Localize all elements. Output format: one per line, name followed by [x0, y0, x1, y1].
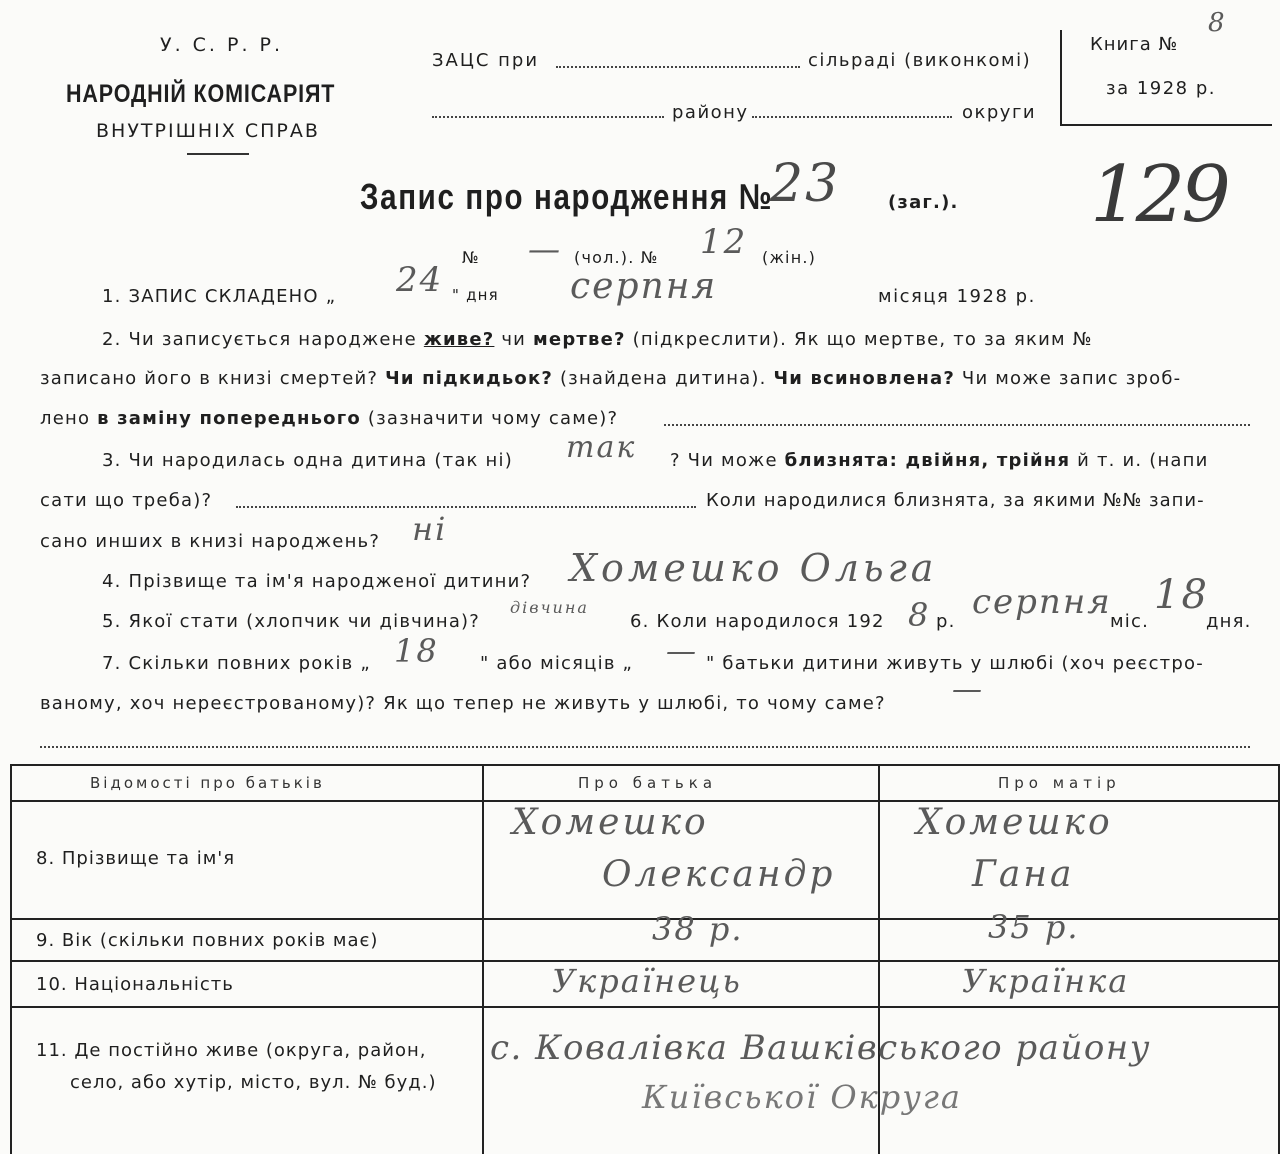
row9-father: 38 р. — [652, 910, 744, 948]
q2-line2 — [40, 368, 1181, 389]
page-title: Запис про народження № — [360, 176, 774, 217]
sub-no-label: № — [462, 248, 480, 267]
q3-text-f: сано инших в книзі народжень? — [40, 531, 381, 552]
header-divider — [187, 153, 249, 155]
table-row-divider-1 — [12, 918, 1278, 920]
q4-label: 4. Прізвище та ім'я народженої дитини? — [102, 571, 532, 592]
q2-text-a: 2. Чи записується народжене — [102, 329, 417, 350]
row11-label-2: село, або хутір, місто, вул. № буд.) — [70, 1072, 437, 1093]
q5-label: 5. Якої стати (хлопчик чи дівчина)? — [102, 611, 481, 632]
record-number: 23 — [770, 154, 841, 214]
republic-label: У. С. Р. Р. — [160, 34, 284, 56]
table-header-mother: Про матір — [998, 774, 1121, 792]
q2-line3 — [40, 408, 618, 429]
q2-dead: мертве? — [533, 329, 626, 350]
q5-answer: дівчина — [510, 598, 589, 617]
q2-text-e: (знайдена дитина). — [559, 368, 767, 389]
margin-number: 129 — [1090, 150, 1227, 240]
q7-text-b: " або місяців „ — [480, 653, 634, 674]
male-number: — — [528, 230, 562, 268]
q3-twins: близнята: двійня, трійня — [784, 450, 1071, 471]
q1-label: 1. ЗАПИС СКЛАДЕНО „ — [102, 286, 337, 307]
q2-foundling: Чи підкидьок? — [385, 368, 554, 389]
q6-day-label: дня. — [1206, 611, 1252, 632]
q2-adopted: Чи всиновлена? — [773, 368, 955, 389]
q7-line2-answer: — — [952, 672, 984, 707]
row8-mother-name: Гана — [972, 854, 1075, 895]
q6-month: серпня — [972, 582, 1112, 622]
q4-answer: Хомешко Ольга — [570, 546, 938, 590]
q2-blank — [664, 424, 1250, 426]
district-blank — [432, 116, 664, 118]
female-number: 12 — [700, 222, 748, 262]
q2-text-f: Чи може запис зроб- — [961, 368, 1182, 389]
district-label: району — [672, 102, 749, 123]
q6-year-digit: 8 — [908, 596, 931, 634]
book-number: 8 — [1208, 8, 1227, 38]
row8-father-surname: Хомешко — [512, 802, 709, 843]
book-year: за 1928 р. — [1106, 78, 1217, 99]
q1-month-suffix: місяця 1928 р. — [878, 286, 1036, 307]
q2-replacement: в заміну попереднього — [97, 408, 361, 429]
row8-father-name: Олександр — [602, 854, 836, 895]
q7-text-d: ваному, хоч нереєстрованому)? Як що тепер не живуть у шлюбі, то чому саме? — [40, 693, 886, 714]
row9-mother: 35 р. — [988, 908, 1080, 946]
q7-blank — [40, 746, 1250, 748]
row8-label: 8. Прізвище та ім'я — [36, 848, 236, 869]
q7-years: 18 — [394, 632, 439, 670]
row8-mother-surname: Хомешко — [916, 802, 1113, 843]
q3-text-b: ? Чи може — [670, 450, 778, 471]
q1-day: 24 — [396, 260, 444, 300]
male-label: (чол.). № — [574, 248, 659, 267]
q2-text-c: (підкреслити). Як що мертве, то за яким № — [632, 329, 1093, 350]
q3-blank — [236, 506, 696, 508]
village-council-label: сільраді (виконкомі) — [808, 50, 1032, 71]
q7-months: — — [666, 634, 698, 669]
q1-day-suffix: " дня — [452, 286, 499, 304]
q6-mis-label: міс. — [1110, 611, 1149, 632]
zags-prefix: ЗАЦС при — [432, 50, 540, 71]
q1-month: серпня — [570, 266, 718, 307]
row10-label: 10. Національність — [36, 974, 234, 995]
table-header-father: Про батька — [578, 774, 718, 792]
row11-address-1: с. Ковалівка Вашківського району — [490, 1028, 1151, 1068]
table-header-info: Відомості про батьків — [90, 774, 325, 792]
female-label: (жін.) — [762, 248, 817, 267]
q2-line1 — [102, 329, 1093, 350]
q2-alive: живе? — [423, 329, 495, 350]
q2-text-d: записано його в книзі смертей? — [40, 368, 379, 389]
q3-answer: так — [566, 430, 637, 465]
row10-father: Українець — [552, 962, 742, 1000]
okrug-blank — [752, 116, 952, 118]
q3-text-c: й т. и. (напи — [1077, 450, 1209, 471]
q2-text-g: лено — [40, 408, 91, 429]
row10-mother: Українка — [962, 962, 1130, 1000]
q6-r-label: р. — [936, 611, 956, 632]
row9-label: 9. Вік (скільки повних років має) — [36, 930, 379, 951]
commissariat-label: НАРОДНІЙ КОМІСАРІЯТ — [66, 80, 336, 108]
okrug-label: округи — [962, 102, 1037, 123]
q3-text-a: 3. Чи народилась одна дитина (так ні) — [102, 450, 513, 471]
q3-text-d: сати що треба)? — [40, 490, 213, 511]
q7-text-a: 7. Скільки повних років „ — [102, 653, 371, 674]
q6-day: 18 — [1154, 572, 1209, 618]
title-suffix: (заг.). — [888, 192, 959, 213]
department-label: ВНУТРІШНІХ СПРАВ — [96, 120, 320, 142]
q3-text-e: Коли народилися близнята, за якими №№ запи- — [706, 490, 1205, 511]
table-row-divider-3 — [12, 1006, 1278, 1008]
q3-line1-rest — [670, 450, 1209, 471]
q3-line3-answer: ні — [412, 510, 448, 548]
parents-table — [10, 764, 1280, 1154]
book-label: Книга № — [1090, 34, 1179, 55]
q7-text-c: " батьки дитини живуть у шлюбі (хоч реєстро- — [706, 653, 1204, 674]
row11-address-2: Київської Округа — [642, 1078, 962, 1116]
q2-text-h: (зазначити чому саме)? — [367, 408, 619, 429]
zags-blank — [556, 66, 800, 68]
q2-text-b: чи — [501, 329, 527, 350]
q6-label: 6. Коли народилося 192 — [630, 611, 885, 632]
row11-label-1: 11. Де постійно живе (округа, район, — [36, 1040, 427, 1061]
